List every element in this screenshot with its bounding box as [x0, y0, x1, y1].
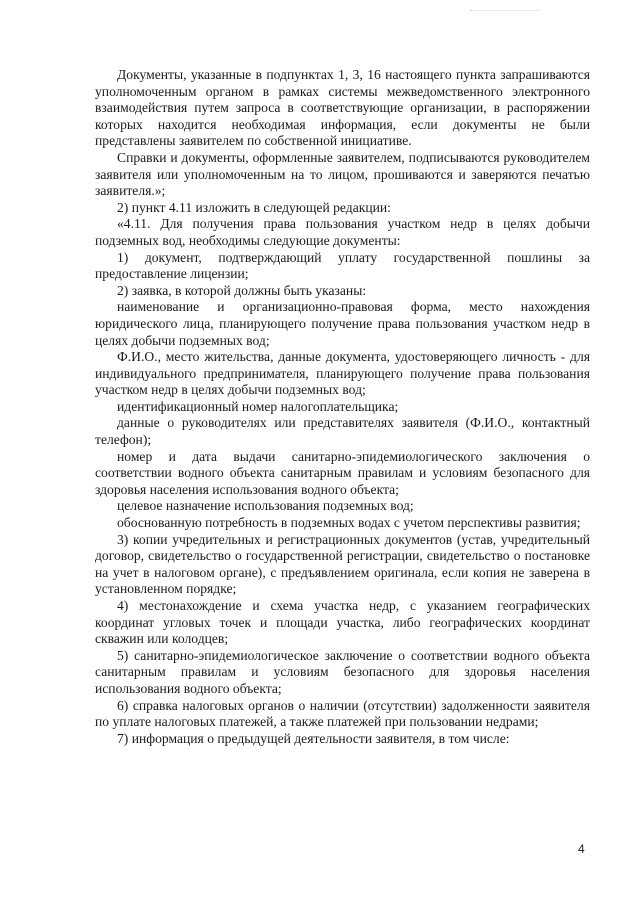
page-number: 4 [578, 842, 585, 856]
paragraph-individual-entrepreneur: Ф.И.О., место жительства, данные документа, удостоверяющего личность - для индивидуального предпринимателя, планирующего получение права пользования участком недр в целях добычи подземных вод; [95, 349, 590, 398]
paragraph-item-1-state-fee: 1) документ, подтверждающий уплату государственной пошлины за предоставление лицензии; [95, 249, 590, 282]
paragraph-item-2-application: 2) заявка, в которой должны быть указаны: [117, 282, 367, 298]
paragraph-item-5-sanitary: 5) санитарно-эпидемиологическое заключение о соответствии водного объекта санитарным правилам и условиям безопасного для здоровья населения использования водного объекта; [95, 647, 590, 696]
paragraph-managers-data: данные о руководителях или представителях заявителя (Ф.И.О., контактный телефон); [95, 415, 590, 448]
paragraph-legal-entity-name: наименование и организационно-правовая форма, место нахождения юридического лица, планирующего получение права пользования участком недр в целях добычи подземных вод; [95, 299, 590, 348]
paragraph-item-2-amendment: 2) пункт 4.11 изложить в следующей редакции: [117, 199, 391, 215]
paragraph-intended-purpose: целевое назначение использования подземных вод; [117, 498, 414, 514]
paragraph-sanitary-conclusion-number: номер и дата выдачи санитарно-эпидемиологического заключения о соответствии водного объекта санитарным правилам и условиям безопасного для здоровья населения использования водного объекта; [95, 448, 590, 497]
paragraph-justified-need: обоснованную потребность в подземных водах с учетом перспективы развития; [117, 515, 581, 531]
paragraph-documents-requested: Документы, указанные в подпунктах 1, 3, 16 настоящего пункта запрашиваются уполномоченным органом в рамках системы межведомственного электронного взаимодействия путем запроса в соответствующие организации, в распоряжении которых находится необходимая информация, если документы не были представлены заявителем по собственной инициативе. [95, 67, 590, 149]
paragraph-item-3-copies: 3) копии учредительных и регистрационных документов (устав, учредительный договор, свидетельство о государственной регистрации, свидетельство о постановке на учет в налоговом органе), с предъявлением оригинала, если копия не заверена в установленном порядке; [95, 531, 590, 597]
scan-artifact [470, 10, 540, 13]
paragraph-item-4-location: 4) местонахождение и схема участка недр, с указанием географических координат угловых точек и площади участка, либо географических координат скважин или колодцев; [95, 598, 590, 647]
paragraph-certificates-signed: Справки и документы, оформленные заявителем, подписываются руководителем заявителя или уполномоченным на то лицом, прошиваются и заверяются печатью заявителя.»; [95, 149, 590, 199]
paragraph-item-7-previous-activity: 7) информация о предыдущей деятельности заявителя, в том числе: [117, 730, 510, 746]
paragraph-clause-4-11: «4.11. Для получения права пользования участком недр в целях добычи подземных вод, необходимы следующие документы: [95, 216, 590, 248]
paragraph-item-6-tax-certificate: 6) справка налоговых органов о наличии (отсутствии) задолженности заявителя по уплате налоговых платежей, а также платежей при пользовании недрами; [95, 697, 590, 730]
document-body [95, 67, 590, 747]
paragraph-taxpayer-id: идентификационный номер налогоплательщика; [117, 398, 399, 414]
